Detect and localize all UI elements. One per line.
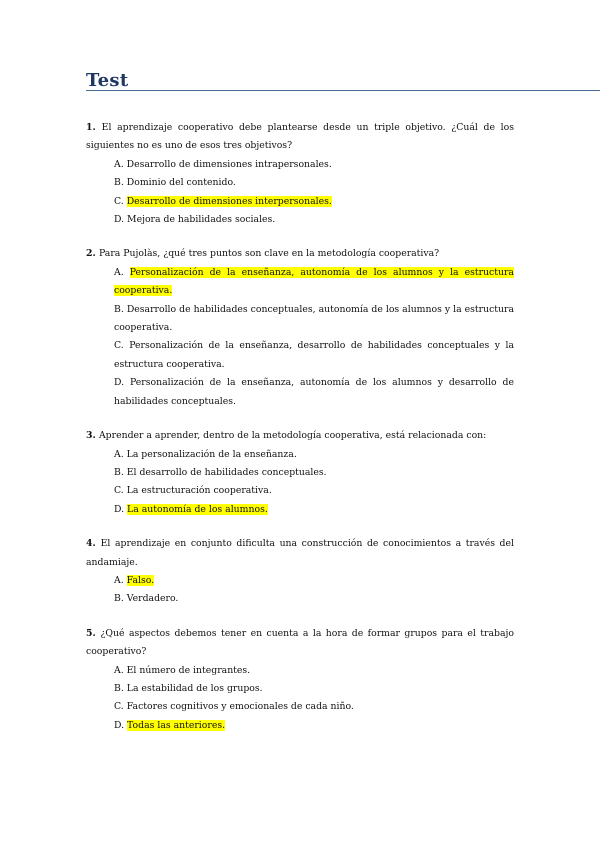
answer-option bbox=[114, 662, 514, 680]
answer-option bbox=[114, 482, 514, 500]
option-text: Personalización de la enseñanza, desarrollo de habilidades conceptuales y la estructura cooperativa. bbox=[114, 340, 514, 370]
option-letter: A. bbox=[114, 158, 124, 170]
option-letter: D. bbox=[114, 377, 125, 389]
question-text bbox=[86, 119, 514, 156]
highlighted-answer: Personalización de la enseñanza, autonomía de los alumnos y la estructura cooperativa. bbox=[114, 266, 514, 297]
option-text: Factores cognitivos y emocionales de cada niño. bbox=[126, 701, 354, 713]
answer-option bbox=[114, 572, 514, 590]
question-number-dot: . bbox=[92, 430, 99, 442]
option-letter: A. bbox=[114, 266, 124, 278]
question-2 bbox=[86, 245, 514, 411]
question-number-dot: . bbox=[92, 122, 102, 133]
question-body: ¿Qué aspectos debemos tener en cuenta a la hora de formar grupos para el trabajo cooperativo? bbox=[86, 627, 514, 658]
question-5 bbox=[86, 625, 514, 735]
question-3 bbox=[86, 427, 514, 519]
question-number: 4 bbox=[86, 538, 93, 550]
title-underline bbox=[86, 90, 600, 91]
question-text bbox=[86, 625, 514, 662]
option-letter: A. bbox=[114, 448, 124, 460]
answer-option bbox=[114, 211, 514, 229]
option-text: Personalización de la enseñanza, autonomía de los alumnos y desarrollo de habilidades conceptuales. bbox=[114, 377, 514, 407]
question-body: Aprender a aprender, dentro de la metodología cooperativa, está relacionada con: bbox=[98, 430, 487, 442]
option-letter: A. bbox=[114, 664, 124, 676]
answer-option bbox=[114, 464, 514, 482]
question-number: 3 bbox=[86, 430, 93, 442]
question-body: El aprendizaje en conjunto dificulta una construcción de conocimientos a través del andamiaje. bbox=[86, 538, 514, 568]
answer-option bbox=[114, 264, 514, 301]
question-body: El aprendizaje cooperativo debe plantearse desde un triple objetivo. ¿Cuál de los siguientes no es uno de esos tres objetivos? bbox=[86, 122, 514, 152]
question-body: Para Pujolàs, ¿qué tres puntos son clave en la metodología cooperativa? bbox=[98, 248, 440, 260]
option-text: La estabilidad de los grupos. bbox=[126, 682, 263, 694]
option-letter: C. bbox=[114, 701, 124, 713]
answer-option bbox=[114, 717, 514, 735]
page-title: Test bbox=[86, 70, 129, 91]
option-letter: B. bbox=[114, 177, 124, 189]
question-text bbox=[86, 427, 514, 445]
option-letter: B. bbox=[114, 303, 124, 315]
option-text: Dominio del contenido. bbox=[126, 177, 236, 189]
option-text: Desarrollo de habilidades conceptuales, autonomía de los alumnos y la estructura cooperativa. bbox=[114, 303, 514, 334]
answer-option bbox=[114, 446, 514, 464]
answer-option bbox=[114, 156, 514, 174]
option-text: Verdadero. bbox=[126, 593, 179, 605]
option-text: El número de integrantes. bbox=[126, 664, 251, 676]
option-letter: B. bbox=[114, 682, 124, 694]
option-letter: B. bbox=[114, 466, 124, 478]
option-letter: D. bbox=[114, 503, 125, 515]
answer-option bbox=[114, 680, 514, 698]
option-letter: A. bbox=[114, 574, 124, 586]
question-number-dot: . bbox=[92, 627, 101, 639]
question-number-dot: . bbox=[92, 538, 101, 550]
option-letter: B. bbox=[114, 593, 124, 605]
option-text: Desarrollo de dimensiones intrapersonales. bbox=[126, 158, 332, 170]
question-1 bbox=[86, 119, 514, 229]
answer-option bbox=[114, 174, 514, 192]
answer-option bbox=[114, 193, 514, 211]
option-letter: D. bbox=[114, 214, 125, 226]
answer-option bbox=[114, 698, 514, 716]
answer-option bbox=[114, 374, 514, 411]
question-list bbox=[86, 119, 514, 735]
question-number-dot: . bbox=[92, 248, 99, 260]
answer-option bbox=[114, 301, 514, 338]
option-letter: C. bbox=[114, 195, 124, 207]
highlighted-answer: La autonomía de los alumnos. bbox=[127, 503, 268, 515]
option-text: Mejora de habilidades sociales. bbox=[127, 214, 276, 226]
question-number: 2 bbox=[86, 248, 93, 260]
answer-option bbox=[114, 501, 514, 519]
option-letter: D. bbox=[114, 719, 125, 731]
question-number: 1 bbox=[86, 122, 93, 133]
question-4 bbox=[86, 535, 514, 609]
question-text bbox=[86, 535, 514, 572]
option-text: El desarrollo de habilidades conceptuales. bbox=[126, 466, 327, 478]
option-text: La personalización de la enseñanza. bbox=[126, 448, 297, 460]
answer-option bbox=[114, 337, 514, 374]
answer-option bbox=[114, 590, 514, 608]
option-letter: C. bbox=[114, 485, 124, 497]
highlighted-answer: Todas las anteriores. bbox=[127, 719, 226, 731]
question-number: 5 bbox=[86, 627, 93, 639]
option-text: La estructuración cooperativa. bbox=[126, 485, 272, 497]
option-letter: C. bbox=[114, 340, 124, 352]
highlighted-answer: Falso. bbox=[126, 574, 155, 586]
highlighted-answer: Desarrollo de dimensiones interpersonales. bbox=[126, 195, 332, 207]
question-text bbox=[86, 245, 514, 263]
